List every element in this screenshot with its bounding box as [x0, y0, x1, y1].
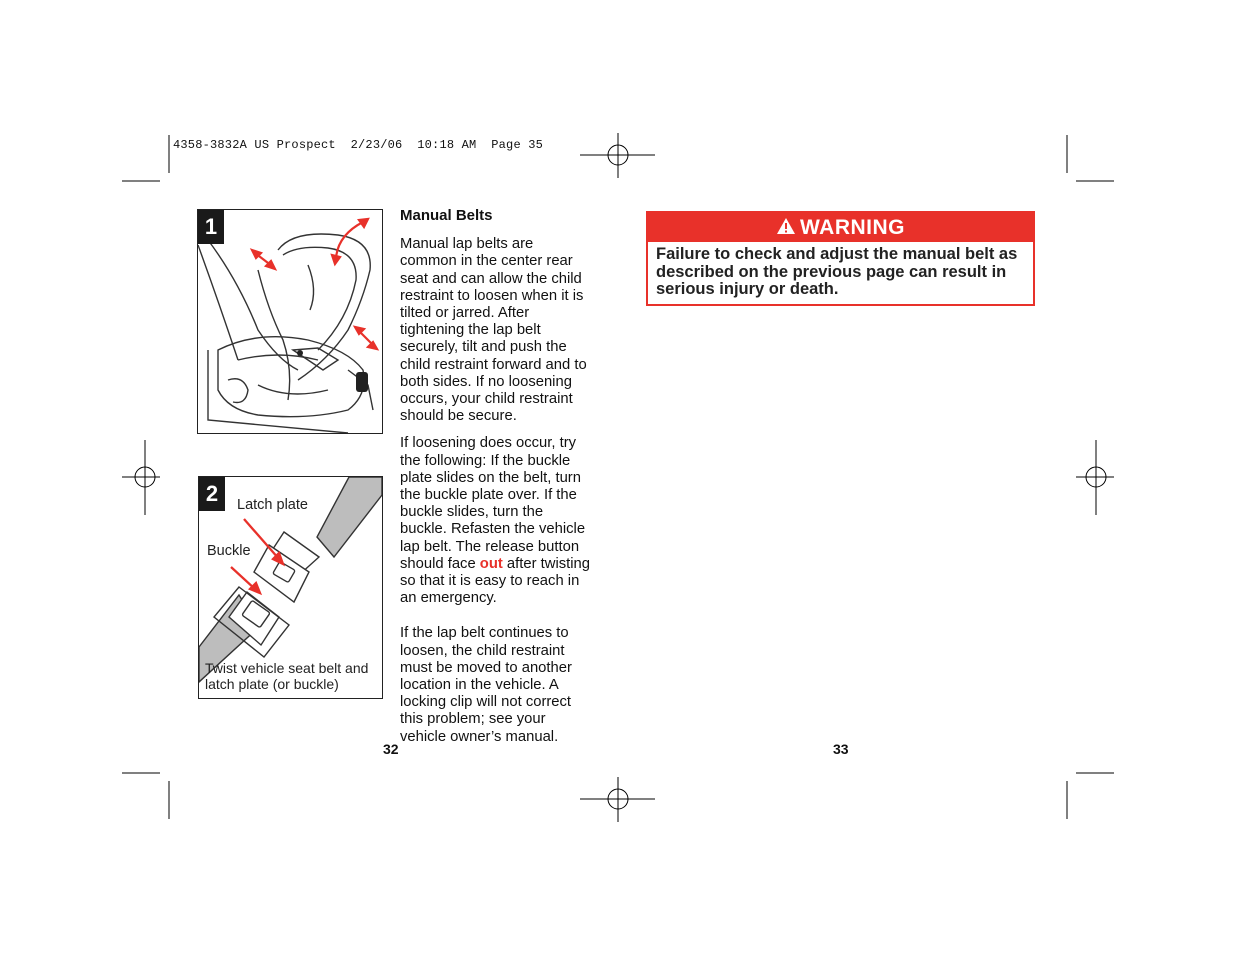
page-number-right: 33 — [833, 741, 849, 757]
paragraph-2 — [400, 435, 590, 607]
warning-text: Failure to check and adjust the manual belt as described on the previous page can result in serious injury or death. — [656, 245, 1018, 298]
figure-1-number: 1 — [198, 210, 224, 244]
child-seat-illustration — [198, 210, 382, 433]
figure-1 — [197, 209, 383, 434]
registration-target-right — [1076, 440, 1114, 515]
caption-line-1: Twist vehicle seat belt and — [205, 660, 369, 676]
printer-slug: 4358-3832A US Prospect 2/23/06 10:18 AM Page 35 — [173, 138, 544, 152]
buckle-label: Buckle — [207, 543, 251, 559]
registration-target-left — [122, 440, 160, 515]
warning-box — [646, 211, 1035, 306]
page-number-left: 32 — [383, 741, 399, 757]
paragraph-1: Manual lap belts are common in the center rear seat and can allow the child restraint to loosen when it is tilted or jarred. After tightening the lap belt securely, tilt and push the child restraint forward and to both sides. If no loosening occurs, your child restraint should be secure. — [400, 236, 587, 425]
latch-plate-label: Latch plate — [237, 497, 308, 513]
warning-header — [648, 213, 1033, 242]
figure-2-caption — [205, 660, 383, 692]
caption-line-2: latch plate (or buckle) — [205, 676, 339, 692]
paragraph-3: If the lap belt continues to loosen, the child restraint must be moved to another location in the vehicle. A locking clip will not correct this problem; see your vehicle owner’s manual. — [400, 625, 572, 745]
figure-2-number: 2 — [199, 477, 225, 511]
registration-target-top — [580, 133, 655, 178]
section-heading: Manual Belts — [400, 207, 493, 224]
paragraph-2-end: after twisting so that it is easy to reach in an emergency. — [400, 555, 590, 607]
warning-triangle-icon — [776, 214, 796, 243]
manual-belts-column — [400, 207, 590, 756]
emphasis-out: out — [479, 555, 503, 572]
figure-2 — [198, 476, 383, 699]
paragraph-2-start: If loosening does occur, try the following: If the buckle plate slides on the belt, turn the buckle plate over. If the buckle slides, turn the buckle. Refasten the vehicle lap belt. The release button should face — [400, 435, 586, 572]
registration-target-bottom — [580, 777, 655, 822]
warning-title: WARNING — [800, 216, 905, 239]
